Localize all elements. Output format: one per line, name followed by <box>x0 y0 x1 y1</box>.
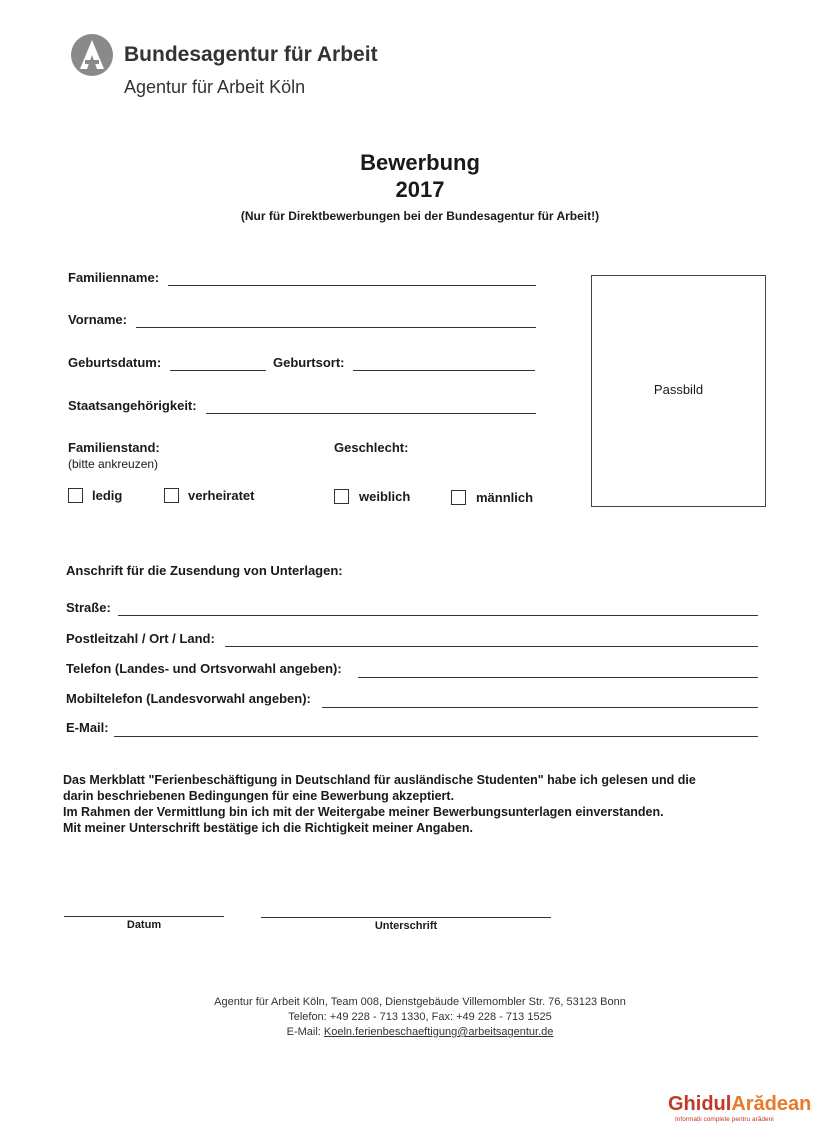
ort-label: Postleitzahl / Ort / Land: <box>66 631 215 646</box>
geburtsort-field[interactable] <box>353 370 535 371</box>
telefon-label: Telefon (Landes- und Ortsvorwahl angeben): <box>66 661 342 676</box>
familienname-label: Familienname: <box>68 270 160 285</box>
form-year: 2017 <box>395 177 445 202</box>
form-title: Bewerbung <box>360 150 480 175</box>
org-subname: Agentur für Arbeit Köln <box>124 77 306 97</box>
verheiratet-label: verheiratet <box>188 488 255 503</box>
strasse-field[interactable] <box>118 615 758 616</box>
datum-label: Datum <box>126 919 162 931</box>
watermark-logo <box>668 1093 811 1116</box>
declaration-line: Mit meiner Unterschrift bestätige ich die Richtigkeit meiner Angaben. <box>63 821 474 835</box>
maennlich-label: männlich <box>476 490 534 505</box>
watermark-brand-part1: Ghidul <box>668 1093 732 1115</box>
footer <box>150 995 690 1040</box>
footer-email-link[interactable]: Koeln.ferienbeschaeftigung@arbeitsagentur.de <box>323 1026 554 1038</box>
mobil-label: Mobiltelefon (Landesvorwahl angeben): <box>66 691 311 706</box>
form-note: (Nur für Direktbewerbungen bei der Bundesagentur für Arbeit!) <box>240 209 600 223</box>
watermark-tagline: Informații complete pentru arădeni <box>675 1116 774 1123</box>
ort-field[interactable] <box>225 646 758 647</box>
telefon-field[interactable] <box>358 677 758 678</box>
familienstand-label: Familienstand: <box>68 440 160 455</box>
verheiratet-checkbox[interactable] <box>164 488 179 503</box>
staatsangehoerigkeit-label: Staatsangehörigkeit: <box>68 398 197 413</box>
vorname-label: Vorname: <box>68 312 127 327</box>
familienstand-hint: (bitte ankreuzen) <box>68 457 159 471</box>
geburtsdatum-label: Geburtsdatum: <box>68 355 162 370</box>
vorname-field[interactable] <box>136 327 536 328</box>
datum-field[interactable] <box>64 916 224 917</box>
email-field[interactable] <box>114 736 758 737</box>
unterschrift-label: Unterschrift <box>374 920 438 932</box>
ledig-label: ledig <box>92 488 123 503</box>
watermark-brand-part2: Arădean <box>731 1093 812 1115</box>
ba-logo-icon <box>70 33 114 77</box>
org-name: Bundesagentur für Arbeit <box>124 43 378 66</box>
ledig-checkbox[interactable] <box>68 488 83 503</box>
footer-phone: Telefon: +49 228 - 713 1330, Fax: +49 228 - 713 1525 <box>288 1011 552 1023</box>
declaration-text <box>63 772 696 836</box>
geburtsort-label: Geburtsort: <box>273 355 345 370</box>
strasse-label: Straße: <box>66 600 111 615</box>
weiblich-checkbox[interactable] <box>334 489 349 504</box>
maennlich-checkbox[interactable] <box>451 490 466 505</box>
address-heading: Anschrift für die Zusendung von Unterlagen: <box>66 563 343 578</box>
passbild-label: Passbild <box>653 382 704 397</box>
declaration-line: Das Merkblatt "Ferienbeschäftigung in Deutschland für ausländische Studenten" habe ich gelesen und die <box>63 773 696 787</box>
passbild-box[interactable] <box>591 275 766 507</box>
weiblich-label: weiblich <box>359 489 411 504</box>
mobil-field[interactable] <box>322 707 758 708</box>
footer-email-prefix: E-Mail: <box>286 1026 324 1038</box>
email-label: E-Mail: <box>66 720 109 735</box>
footer-email <box>150 1025 690 1040</box>
staatsangehoerigkeit-field[interactable] <box>206 413 536 414</box>
footer-address: Agentur für Arbeit Köln, Team 008, Dienstgebäude Villemombler Str. 76, 53123 Bonn <box>214 996 626 1008</box>
declaration-line: Im Rahmen der Vermittlung bin ich mit der Weitergabe meiner Bewerbungsunterlagen einverstanden. <box>63 805 664 819</box>
declaration-line: darin beschriebenen Bedingungen für eine Bewerbung akzeptiert. <box>63 789 455 803</box>
geschlecht-label: Geschlecht: <box>334 440 409 455</box>
geburtsdatum-field[interactable] <box>170 370 266 371</box>
familienname-field[interactable] <box>168 285 536 286</box>
unterschrift-field[interactable] <box>261 917 551 918</box>
